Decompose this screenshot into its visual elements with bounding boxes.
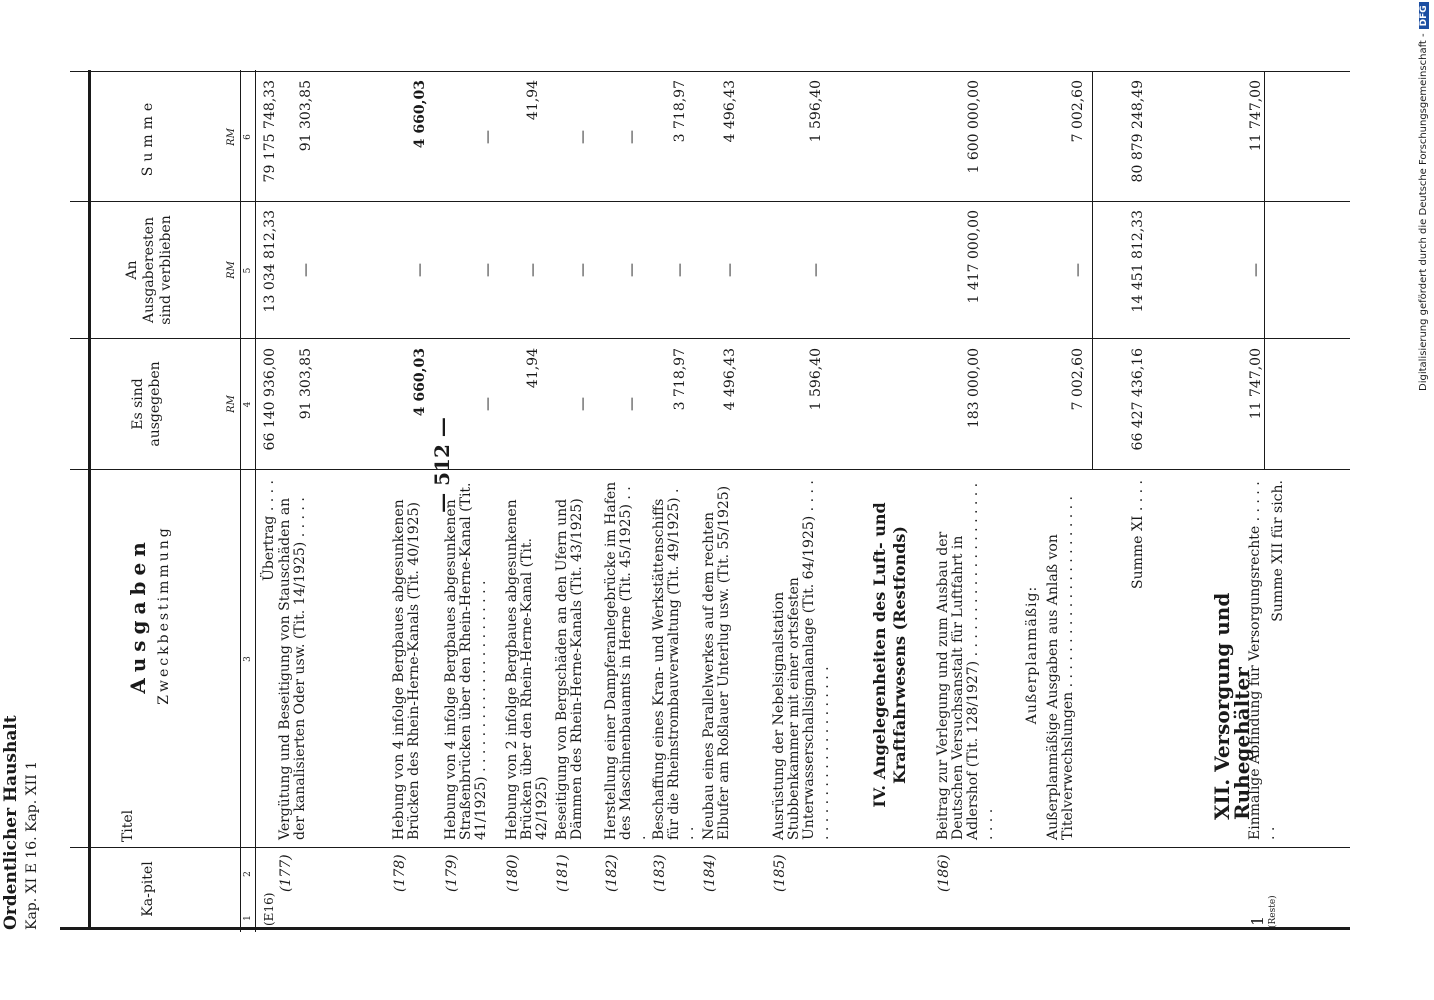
reserves-178: —	[412, 263, 428, 277]
col-divider-5	[70, 71, 1350, 72]
reserves-181: —	[575, 263, 591, 277]
titel-186: (186)	[936, 854, 952, 892]
col-divider-1	[70, 847, 1350, 848]
titel-184: (184)	[702, 854, 718, 892]
col-divider-3	[70, 338, 1350, 339]
reserves-header: An Ausgaberesten sind verblieben	[124, 215, 174, 325]
summe-xi-sum: 80 879 248,49	[1130, 80, 1146, 183]
summe-xi-label: Summe XI . . . .	[1130, 480, 1146, 589]
desc-ausserplan: Außerplanmäßige Ausgaben aus Anlaß von Titelverwechslungen . . . . . . . . . . . . . . . . . . . . . .	[1045, 496, 1076, 840]
xii-kapitel-note: (Reste)	[1268, 895, 1278, 928]
desc-181: Beseitigung von Bergschäden an den Ufern und Dämmen des Rhein-Herne-Kanals (Tit. 43/1925)	[554, 498, 585, 840]
dfg-logo: DFG	[1419, 2, 1429, 29]
reserves-183: —	[672, 263, 688, 277]
reserves-ausserplan: —	[1070, 263, 1086, 277]
section-iv-heading: IV. Angelegenheiten des Luft- und Kraftfahrwesens (Restfonds)	[870, 502, 909, 808]
titel-183: (183)	[652, 854, 668, 892]
spent-179: —	[480, 397, 496, 411]
desc-180: Hebung von 2 infolge Bergbaues abgesunkenen Brücken über den Rhein-Herne-Kanal (Tit. 42/1925)	[504, 499, 550, 840]
reserves-184: —	[722, 263, 738, 277]
sum-177: 91 303,85	[298, 80, 314, 152]
sum-181: —	[575, 130, 591, 144]
uebertrag-spent: 66 140 936,00	[262, 348, 278, 451]
desc-184: Neubau eines Parallelwerkes auf dem rechten Elbufer am Roßlauer Unterlug usw. (Tit. 55/1925)	[701, 485, 732, 840]
sum-rule	[1092, 72, 1093, 470]
reserves-179: —	[480, 263, 496, 277]
col-divider-2	[70, 469, 1350, 470]
desc-179: Hebung von 4 infolge Bergbaues abgesunkenen Straßenbrücken über den Rhein-Herne-Kanal (Tit. 41/1925) . . . . . . . . . . . . . . . . . . . . . .	[443, 482, 489, 840]
reserves-xii: —	[1248, 263, 1264, 277]
desc-178: Hebung von 4 infolge Bergbaues abgesunkenen Brücken des Rhein-Herne-Kanals (Tit. 40/1925)	[391, 499, 422, 840]
summe-xi-spent: 66 427 436,16	[1130, 348, 1146, 451]
sum-ausserplan: 7 002,60	[1070, 80, 1086, 143]
reserves-186: 1 417 000,00	[966, 210, 982, 304]
col-number-6: 6	[243, 134, 253, 140]
col-divider-4	[70, 201, 1350, 202]
digitization-text: Digitalisierung gefördert durch die Deutsche Forschungsgemeinschaft -	[1418, 33, 1429, 391]
titel-180: (180)	[505, 854, 521, 892]
spent-186: 183 000,00	[966, 348, 982, 429]
sum-184: 4 496,43	[722, 80, 738, 143]
col-number-5: 5	[243, 267, 253, 274]
unit-label-spent: RM	[226, 395, 237, 413]
sub-head: Kap. XI E 16. Kap. XII 1	[24, 760, 40, 930]
desc-177: Vergütung und Beseitigung von Stauschäden an der kanalisierten Oder usw. (Tit. 14/1925) . . . . .	[277, 497, 308, 840]
spent-xii: 11 747,00	[1248, 348, 1264, 420]
table-left-border	[60, 927, 1350, 930]
col-number-1: 1	[243, 915, 253, 921]
col-number-4: 4	[243, 401, 253, 408]
digitization-note	[1418, 2, 1429, 391]
kapitel-header: Ka-pitel	[140, 861, 156, 917]
reserves-177: —	[298, 263, 314, 277]
uebertrag-sum: 79 175 748,33	[262, 80, 278, 183]
titel-182: (182)	[604, 854, 620, 892]
reserves-180: —	[525, 263, 541, 277]
titel-185: (185)	[772, 854, 788, 892]
ausgaben-header: Ausgaben	[126, 536, 150, 694]
desc-185: Ausrüstung der Nebelsignalstation Stubbenkammer mit einer ortsfesten Unterwasserschallsignalanlage (Tit. 64/1925) . . . . . . . . . . . . . . . . . . . . . . . .	[771, 480, 832, 840]
col-number-3: 3	[243, 656, 253, 662]
sum-178: 4 660,03	[412, 80, 428, 149]
header-bottom-rule	[255, 70, 256, 932]
titel-header: Titel	[120, 809, 136, 843]
sum-182: —	[624, 130, 640, 144]
sum-185: 1 596,40	[808, 80, 824, 143]
reserves-185: —	[808, 263, 824, 277]
spent-183: 3 718,97	[672, 348, 688, 411]
sum-179: —	[480, 130, 496, 144]
spent-185: 1 596,40	[808, 348, 824, 411]
xii-rule	[1264, 72, 1265, 470]
spent-header: Es sind ausgegeben	[130, 361, 163, 447]
sum-xii: 11 747,00	[1248, 80, 1264, 152]
desc-xii: Einmalige Abfindung für Versorgungsrechte . . . . . . .	[1247, 481, 1278, 840]
sum-180: 41,94	[525, 80, 541, 121]
sum-header: Summe	[140, 97, 156, 177]
reserves-182: —	[624, 263, 640, 277]
running-head: Ordentlicher Haushalt	[1, 715, 21, 930]
uebertrag-reserves: 13 034 812,33	[262, 210, 278, 313]
xii-kapitel: 1	[1248, 915, 1267, 926]
row-kapitel: (E16)	[262, 892, 276, 926]
unit-label-sum: RM	[226, 128, 237, 146]
section-xii-heading: XII. Versorgung und Ruhegehälter	[1210, 592, 1254, 820]
desc-183: Beschaffung eines Kran- und Werkstättenschiffs für die Rheinstrombauverwaltung (Tit. 49/1925) . . .	[651, 488, 697, 840]
uebertrag-label: Übertrag . . . .	[261, 480, 277, 581]
ausserplan-heading: Außerplanmäßig:	[1024, 585, 1040, 725]
spent-181: —	[575, 397, 591, 411]
titel-179: (179)	[444, 854, 460, 892]
summe-xii-label: Summe XII für sich.	[1270, 480, 1286, 622]
sum-183: 3 718,97	[672, 80, 688, 143]
summe-xi-reserves: 14 451 812,33	[1130, 210, 1146, 313]
table-top-border	[88, 70, 91, 930]
sum-186: 1 600 000,00	[966, 80, 982, 174]
spent-ausserplan: 7 002,60	[1070, 348, 1086, 411]
spent-184: 4 496,43	[722, 348, 738, 411]
column-number-rule	[240, 70, 241, 932]
spent-177: 91 303,85	[298, 348, 314, 420]
titel-178: (178)	[392, 854, 408, 892]
col-number-2: 2	[243, 871, 253, 877]
spent-180: 41,94	[525, 348, 541, 389]
spent-178: 4 660,03	[412, 348, 428, 417]
titel-181: (181)	[555, 854, 571, 892]
desc-182: Herstellung einer Dampferanlegebrücke im Hafen des Maschinenbauamts in Herne (Tit. 45/1925) . . .	[603, 481, 649, 840]
zweck-header: Zweckbestimmung	[156, 525, 172, 705]
titel-177: (177)	[278, 854, 294, 892]
page-number: — 512 —	[430, 417, 454, 513]
desc-186: Beitrag zur Verlegung und zum Ausbau der Deutschen Versuchsanstalt für Luftfahrt in Adlershof (Tit. 128/1927) . . . . . . . . . . . . . . . . . . . . . . . .	[935, 482, 996, 840]
unit-label-reserves: RM	[226, 261, 237, 279]
spent-182: —	[624, 397, 640, 411]
